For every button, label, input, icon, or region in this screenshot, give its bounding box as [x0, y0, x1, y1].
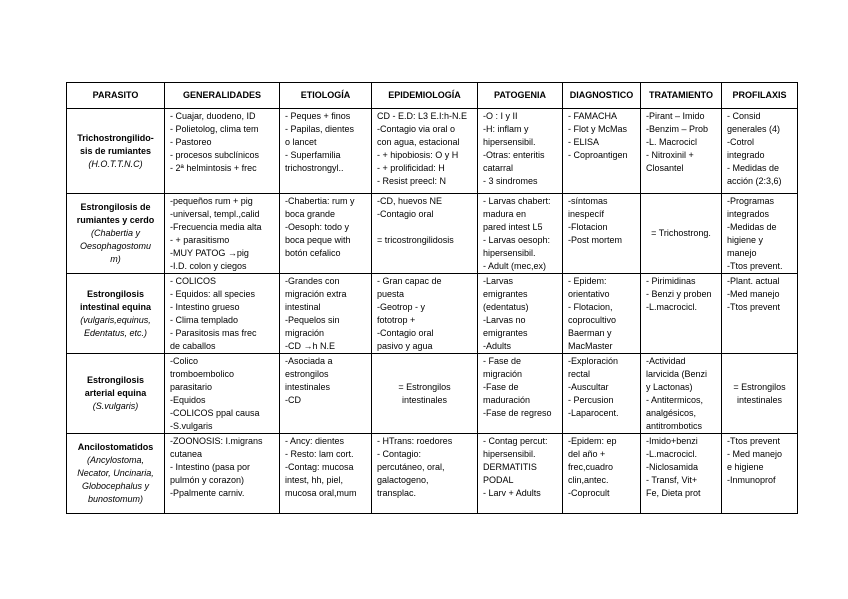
- header-etiologia: ETIOLOGÍA: [280, 83, 372, 109]
- generalidades-line: - 2ª helmintosis + frec: [170, 163, 257, 173]
- header-tratamiento: TRATAMIENTO: [641, 83, 722, 109]
- profilaxis-line: -Ttos prevent.: [727, 261, 783, 271]
- patogenia-line: - Adult (mec,ex): [483, 261, 547, 271]
- parasito-species-line: Globocephalus y: [81, 481, 150, 491]
- etiologia-line: migración: [285, 328, 325, 338]
- generalidades-line: - Parasitosis mas frec: [170, 328, 257, 338]
- tratamiento-line: -L.macrocicl.: [646, 302, 698, 312]
- parasito-species-line: (S.vulgaris): [92, 401, 139, 411]
- cell-parasito: [67, 109, 165, 194]
- tratamiento-line: -Pirant – Imido: [646, 111, 705, 121]
- profilaxis-line: -Programas: [727, 196, 775, 206]
- generalidades-line: -MUY PATOG →pig: [170, 248, 249, 258]
- diagnostico-line: -Flotacion: [568, 222, 608, 232]
- profilaxis-line: -Med manejo: [727, 289, 780, 299]
- diagnostico-line: -síntomas: [568, 196, 608, 206]
- generalidades-line: pulmón y corazon): [170, 475, 245, 485]
- diagnostico-line: - Coproantigen: [568, 150, 628, 160]
- tratamiento-line: analgésicos,: [646, 408, 697, 418]
- cell-epidemiologia: [372, 354, 478, 434]
- patogenia-line: -Fase de regreso: [483, 408, 552, 418]
- cell-tratamiento: [641, 434, 722, 514]
- epidemiologia-line: fototrop +: [377, 315, 416, 325]
- patogenia-line: -Larvas: [483, 276, 514, 286]
- header-epidemiologia: EPIDEMIOLOGÍA: [372, 83, 478, 109]
- tratamiento-line: - Transf, Vit+: [646, 475, 698, 485]
- patogenia-line: -Adults: [483, 341, 512, 351]
- profilaxis-line: - Consid: [727, 111, 761, 121]
- parasito-species-line: (vulgaris,equinus,: [80, 314, 151, 325]
- diagnostico-line: coprocultivo: [568, 315, 617, 325]
- etiologia-line: botón cefalico: [285, 248, 341, 258]
- generalidades-line: - Equidos: all species: [170, 289, 256, 299]
- parasite-summary-table: [66, 82, 798, 514]
- etiologia-line: trichostrongyl..: [285, 163, 344, 173]
- etiologia-line: - Resto: lam cort.: [285, 449, 354, 459]
- epidemiologia-line: - + prolificidad: H: [377, 163, 445, 173]
- cell-profilaxis: [722, 109, 798, 194]
- diagnostico-line: clin,antec.: [568, 475, 609, 485]
- parasito-name-line: sis de rumiantes: [79, 145, 152, 156]
- epidemiologia-line: -Contagio oral: [377, 328, 434, 338]
- cell-tratamiento: [641, 194, 722, 274]
- generalidades-line: - Cuajar, duodeno, ID: [170, 111, 256, 121]
- profilaxis-line: intestinales: [736, 394, 783, 405]
- patogenia-line: - Larvas oesoph:: [483, 235, 551, 245]
- parasito-species-line: (H.O.T.T.N.C): [88, 158, 143, 169]
- header-profilaxis: PROFILAXIS: [722, 83, 798, 109]
- epidemiologia-line: -Contagio oral: [377, 209, 434, 219]
- parasito-name-line: intestinal equina: [79, 301, 151, 312]
- table-row: [67, 194, 798, 274]
- parasito-species-line: m): [110, 254, 121, 264]
- patogenia-line: emigrantes: [483, 328, 528, 338]
- header-patogenia: PATOGENIA: [478, 83, 563, 109]
- patogenia-line: -Larvas no: [483, 315, 526, 325]
- diagnostico-line: -Epidem: ep: [568, 436, 617, 446]
- generalidades-line: - Polietolog, clima tem: [170, 124, 259, 134]
- cell-patogenia: [478, 274, 563, 354]
- generalidades-line: - Intestino (pasa por: [170, 462, 251, 472]
- profilaxis-line: higiene y: [727, 235, 764, 245]
- tratamiento-line: - Antitermicos,: [646, 395, 704, 405]
- patogenia-line: - Contag percut:: [483, 436, 548, 446]
- profilaxis-line: e higiene: [727, 462, 764, 472]
- tratamiento-line: -L.macrocicl.: [646, 449, 698, 459]
- diagnostico-line: - Percusion: [568, 395, 614, 405]
- etiologia-line: -CD: [285, 395, 301, 405]
- patogenia-line: (edentatus): [483, 302, 529, 312]
- diagnostico-line: del año +: [568, 449, 606, 459]
- etiologia-line: - Papilas, dientes: [285, 124, 355, 134]
- generalidades-line: de caballos: [170, 341, 216, 351]
- cell-tratamiento: [641, 354, 722, 434]
- parasito-species-line: Oesophagostomu: [79, 241, 152, 251]
- etiologia-line: intestinal: [285, 302, 321, 312]
- parasito-species-line: Edentatus, etc.): [83, 327, 148, 338]
- tratamiento-line: -Imido+benzi: [646, 436, 698, 446]
- generalidades-line: -Equidos: [170, 395, 206, 405]
- cell-etiologia: [280, 354, 372, 434]
- cell-epidemiologia: [372, 194, 478, 274]
- generalidades-line: -COLICOS ppal causa: [170, 408, 260, 418]
- etiologia-line: - Ancy: dientes: [285, 436, 345, 446]
- etiologia-line: - Peques + finos: [285, 111, 351, 121]
- profilaxis-line: acción (2:3,6): [727, 176, 782, 186]
- diagnostico-line: inespecíf: [568, 209, 605, 219]
- profilaxis-line: -Inmunoprof: [727, 475, 776, 485]
- profilaxis-line: - Med manejo: [727, 449, 783, 459]
- cell-generalidades: [165, 109, 280, 194]
- epidemiologia-line: percutáneo, oral,: [377, 462, 445, 472]
- tratamiento-line: -Benzim – Prob: [646, 124, 709, 134]
- patogenia-line: -Otras: enteritis: [483, 150, 545, 160]
- cell-profilaxis: [722, 274, 798, 354]
- patogenia-line: - Fase de: [483, 356, 522, 366]
- patogenia-line: -H: inflam y: [483, 124, 529, 134]
- patogenia-line: maduración: [483, 395, 531, 405]
- cell-etiologia: [280, 109, 372, 194]
- cell-tratamiento: [641, 109, 722, 194]
- parasito-name-line: rumiantes y cerdo: [76, 215, 155, 225]
- parasito-species-line: (Ancylostoma,: [86, 455, 145, 465]
- patogenia-line: emigrantes: [483, 289, 528, 299]
- patogenia-line: hipersensibil.: [483, 137, 536, 147]
- parasito-name-line: arterial equina: [84, 388, 147, 398]
- generalidades-line: tromboembolico: [170, 369, 235, 379]
- tratamiento-line: - Pirimidinas: [646, 276, 696, 286]
- generalidades-line: -Colico: [170, 356, 199, 366]
- profilaxis-line: -Medidas de: [727, 222, 777, 232]
- epidemiologia-line: galactogeno,: [377, 475, 429, 485]
- generalidades-line: -S.vulgaris: [170, 421, 213, 431]
- profilaxis-line: -Ttos prevent: [727, 436, 781, 446]
- cell-etiologia: [280, 274, 372, 354]
- diagnostico-line: - Epidem:: [568, 276, 607, 286]
- cell-profilaxis: [722, 434, 798, 514]
- parasito-name-line: Estrongilosis de: [80, 202, 151, 212]
- profilaxis-line: -Ttos prevent: [727, 302, 781, 312]
- parasito-species-line: bunostomum): [87, 494, 144, 504]
- diagnostico-line: - Flot y McMas: [568, 124, 628, 134]
- header-generalidades: GENERALIDADES: [165, 83, 280, 109]
- generalidades-line: -I.D. colon y ciegos: [170, 261, 247, 271]
- epidemiologia-line: intestinales: [401, 394, 448, 405]
- cell-patogenia: [478, 109, 563, 194]
- patogenia-line: - Larvas chabert:: [483, 196, 551, 206]
- tratamiento-line: larvicida (Benzi: [646, 369, 708, 379]
- parasito-species-line: (Chabertia y: [90, 228, 141, 238]
- generalidades-line: -pequeños rum + pig: [170, 196, 253, 206]
- cell-patogenia: [478, 194, 563, 274]
- cell-diagnostico: [563, 274, 641, 354]
- etiologia-line: -Oesoph: todo y: [285, 222, 350, 232]
- epidemiologia-line: - + hipobiosis: O y H: [377, 150, 459, 160]
- patogenia-line: PODAL: [483, 475, 514, 485]
- cell-etiologia: [280, 194, 372, 274]
- cell-tratamiento: [641, 274, 722, 354]
- tratamiento-line: y Lactonas): [646, 382, 693, 392]
- generalidades-line: - Clima templado: [170, 315, 239, 325]
- generalidades-line: -ZOONOSIS: I.migrans: [170, 436, 263, 446]
- generalidades-line: - COLICOS: [170, 276, 217, 286]
- cell-epidemiologia: [372, 434, 478, 514]
- epidemiologia-line: transplac.: [377, 488, 417, 498]
- diagnostico-line: MacMaster: [568, 341, 613, 351]
- etiologia-line: -Contag: mucosa: [285, 462, 354, 472]
- epidemiologia-line: -Contagio via oral o: [377, 124, 456, 134]
- generalidades-line: - + parasitismo: [170, 235, 230, 245]
- table-row: [67, 434, 798, 514]
- parasito-name-line: Ancilostomatidos: [77, 442, 154, 452]
- profilaxis-line: generales (4): [727, 124, 781, 134]
- epidemiologia-line: = Estrongilos: [398, 381, 451, 392]
- header-diagnostico: DIAGNOSTICO: [563, 83, 641, 109]
- tratamiento-line: - Benzi y proben: [646, 289, 712, 299]
- patogenia-line: -Fase de: [483, 382, 519, 392]
- tratamiento-line: -L. Macrocicl: [646, 137, 698, 147]
- patogenia-line: hipersensibil.: [483, 248, 536, 258]
- cell-generalidades: [165, 434, 280, 514]
- epidemiologia-line: - Gran capac de: [377, 276, 442, 286]
- etiologia-line: migración extra: [285, 289, 347, 299]
- parasito-name-line: Trichostrongilido-: [77, 132, 154, 143]
- patogenia-line: DERMATITIS: [483, 462, 537, 472]
- profilaxis-line: manejo: [727, 248, 757, 258]
- tratamiento-line: Closantel: [646, 163, 684, 173]
- etiologia-line: boca grande: [285, 209, 336, 219]
- cell-parasito: [67, 354, 165, 434]
- diagnostico-line: - ELISA: [568, 137, 600, 147]
- etiologia-line: -Chabertia: rum y: [285, 196, 355, 206]
- tratamiento-line: Fe, Dieta prot: [646, 488, 701, 498]
- patogenia-line: - Larv + Adults: [483, 488, 541, 498]
- etiologia-line: boca peque with: [285, 235, 351, 245]
- cell-generalidades: [165, 194, 280, 274]
- etiologia-line: mucosa oral,mum: [285, 488, 357, 498]
- diagnostico-line: -Laparocent.: [568, 408, 619, 418]
- generalidades-line: -universal, templ.,calid: [170, 209, 260, 219]
- header-row: [67, 83, 798, 109]
- diagnostico-line: frec,cuadro: [568, 462, 614, 472]
- cell-profilaxis: [722, 354, 798, 434]
- profilaxis-line: integrado: [727, 150, 765, 160]
- cell-parasito: [67, 274, 165, 354]
- patogenia-line: -O : I y II: [483, 111, 518, 121]
- etiologia-line: -Grandes con: [285, 276, 340, 286]
- generalidades-line: parasitario: [170, 382, 213, 392]
- patogenia-line: madura en: [483, 209, 527, 219]
- epidemiologia-line: puesta: [377, 289, 405, 299]
- parasito-name-line: Estrongilosis: [86, 375, 144, 385]
- generalidades-line: cutanea: [170, 449, 203, 459]
- profilaxis-line: integrados: [727, 209, 770, 219]
- tratamiento-line: antitrombotics: [646, 421, 703, 431]
- cell-patogenia: [478, 354, 563, 434]
- cell-patogenia: [478, 434, 563, 514]
- epidemiologia-line: - HTrans: roedores: [377, 436, 453, 446]
- etiologia-line: -CD →h N.E: [285, 341, 336, 351]
- diagnostico-line: - Flotacion,: [568, 302, 613, 312]
- patogenia-line: pared intest L5: [483, 222, 543, 232]
- cell-parasito: [67, 434, 165, 514]
- cell-epidemiologia: [372, 274, 478, 354]
- epidemiologia-line: pasivo y agua: [377, 341, 433, 351]
- cell-profilaxis: [722, 194, 798, 274]
- cell-parasito: [67, 194, 165, 274]
- etiologia-line: intest, hh, piel,: [285, 475, 344, 485]
- epidemiologia-line: CD - E.D: L3 E.I:h-N.E: [377, 111, 468, 121]
- cell-epidemiologia: [372, 109, 478, 194]
- parasito-name-line: Estrongilosis: [86, 288, 144, 299]
- patogenia-line: catarral: [483, 163, 514, 173]
- cell-generalidades: [165, 354, 280, 434]
- patogenia-line: migración: [483, 369, 523, 379]
- generalidades-line: - Intestino grueso: [170, 302, 240, 312]
- cell-diagnostico: [563, 434, 641, 514]
- tratamiento-line: -Actividad: [646, 356, 686, 366]
- tratamiento-line: -Niclosamida: [646, 462, 699, 472]
- epidemiologia-line: = tricostrongilidosis: [377, 235, 454, 245]
- generalidades-line: - Pastoreo: [170, 137, 212, 147]
- diagnostico-line: - FAMACHA: [568, 111, 618, 121]
- generalidades-line: - procesos subclínicos: [170, 150, 260, 160]
- epidemiologia-line: - Contagio:: [377, 449, 422, 459]
- epidemiologia-line: -CD, huevos NE: [377, 196, 443, 206]
- diagnostico-line: -Coprocult: [568, 488, 610, 498]
- diagnostico-line: Baerman y: [568, 328, 612, 338]
- diagnostico-line: -Exploración: [568, 356, 619, 366]
- profilaxis-line: -Plant. actual: [727, 276, 780, 286]
- profilaxis-line: -Cotrol: [727, 137, 755, 147]
- table-row: [67, 354, 798, 434]
- tratamiento-line: = Trichostrong.: [651, 228, 711, 238]
- epidemiologia-line: -Geotrop - y: [377, 302, 426, 312]
- epidemiologia-line: - Resist preecl: N: [377, 176, 447, 186]
- cell-diagnostico: [563, 194, 641, 274]
- etiologia-line: estrongilos: [285, 369, 329, 379]
- etiologia-line: -Pequelos sin: [285, 315, 340, 325]
- generalidades-line: -Frecuencia media alta: [170, 222, 262, 232]
- etiologia-line: -Asociada a: [285, 356, 333, 366]
- header-parasito: PARASITO: [67, 83, 165, 109]
- diagnostico-line: -Auscultar: [568, 382, 609, 392]
- epidemiologia-line: con agua, estacional: [377, 137, 460, 147]
- patogenia-line: - 3 sindromes: [483, 176, 538, 186]
- generalidades-line: -Ppalmente carniv.: [170, 488, 245, 498]
- profilaxis-line: - Medidas de: [727, 163, 780, 173]
- diagnostico-line: rectal: [568, 369, 591, 379]
- cell-generalidades: [165, 274, 280, 354]
- parasito-species-line: Necator, Uncinaria,: [77, 468, 154, 478]
- cell-etiologia: [280, 434, 372, 514]
- etiologia-line: intestinales: [285, 382, 331, 392]
- tratamiento-line: - Nitroxinil +: [646, 150, 694, 160]
- diagnostico-line: orientativo: [568, 289, 610, 299]
- diagnostico-line: -Post mortem: [568, 235, 623, 245]
- profilaxis-line: = Estrongilos: [733, 381, 786, 392]
- table-row: [67, 109, 798, 194]
- cell-diagnostico: [563, 354, 641, 434]
- etiologia-line: - Superfamilia: [285, 150, 341, 160]
- cell-diagnostico: [563, 109, 641, 194]
- etiologia-line: o lancet: [285, 137, 317, 147]
- patogenia-line: hipersensibil.: [483, 449, 536, 459]
- table-row: [67, 274, 798, 354]
